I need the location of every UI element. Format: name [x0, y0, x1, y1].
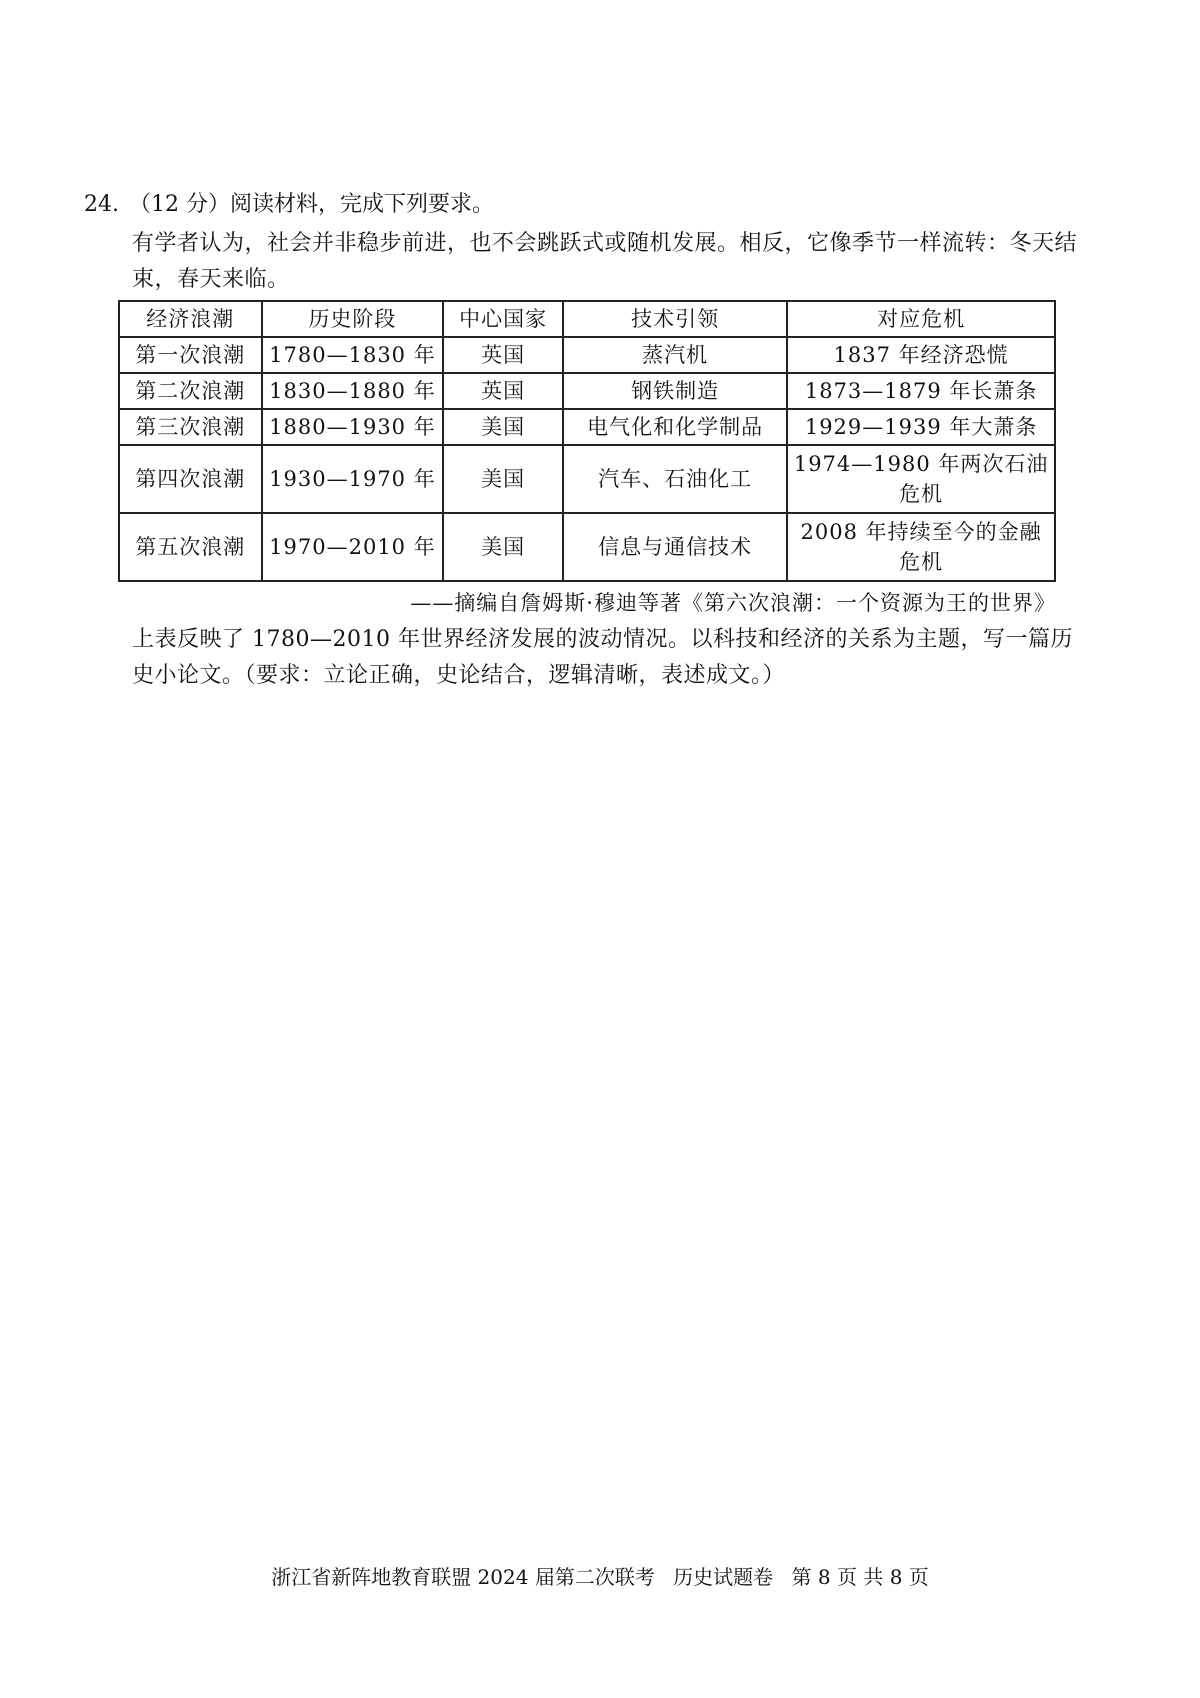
table-header-cell: 技术引领: [563, 301, 787, 337]
table-row: [119, 445, 1055, 513]
table-cell: 美国: [443, 409, 563, 445]
table-cell: 第三次浪潮: [119, 409, 262, 445]
table-header-row: [119, 301, 1055, 337]
table-cell: 英国: [443, 337, 563, 373]
table-cell: 第一次浪潮: [119, 337, 262, 373]
table-cell: 第四次浪潮: [119, 445, 262, 513]
question-number: 24.: [84, 192, 119, 217]
table-header-cell: 历史阶段: [262, 301, 444, 337]
table-row: [119, 337, 1055, 373]
table-header-cell: 经济浪潮: [119, 301, 262, 337]
table-row: [119, 373, 1055, 409]
question-intro: 有学者认为，社会并非稳步前进，也不会跳跃式或随机发展。相反，它像季节一样流转：冬天结束，春天来临。: [132, 231, 1078, 292]
table-cell: 汽车、石油化工: [563, 445, 787, 513]
question-task: 上表反映了 1780—2010 年世界经济发展的波动情况。以科技和经济的关系为主题，写一篇历史小论文。（要求：立论正确，史论结合，逻辑清晰，表述成文。）: [132, 627, 1073, 688]
table-row: [119, 409, 1055, 445]
page-footer: [0, 1563, 1200, 1591]
table-cell: 美国: [443, 445, 563, 513]
table-cell: 美国: [443, 513, 563, 581]
table-cell: 1873—1879 年长萧条: [787, 373, 1055, 409]
table-cell: 1970—2010 年: [262, 513, 444, 581]
exam-name: 浙江省新阵地教育联盟 2024 届第二次联考: [271, 1565, 655, 1589]
table-row: [119, 513, 1055, 581]
table-cell: 1929—1939 年大萧条: [787, 409, 1055, 445]
table-cell: 1830—1880 年: [262, 373, 444, 409]
table-cell: 1974—1980 年两次石油危机: [787, 445, 1055, 513]
table-cell: 钢铁制造: [563, 373, 787, 409]
table-cell: 蒸汽机: [563, 337, 787, 373]
table-cell: 第五次浪潮: [119, 513, 262, 581]
table-header-cell: 中心国家: [443, 301, 563, 337]
economic-waves-table: [118, 300, 1056, 582]
question-header: [84, 190, 494, 220]
table-cell: 信息与通信技术: [563, 513, 787, 581]
table-cell: 电气化和化学制品: [563, 409, 787, 445]
table-cell: 1837 年经济恐慌: [787, 337, 1055, 373]
table-cell: 1780—1830 年: [262, 337, 444, 373]
table-cell: 1880—1930 年: [262, 409, 444, 445]
table-header-cell: 对应危机: [787, 301, 1055, 337]
source-citation: ——摘编自詹姆斯·穆迪等著《第六次浪潮：一个资源为王的世界》: [410, 591, 1056, 615]
question-instruction: （12 分）阅读材料，完成下列要求。: [129, 192, 494, 217]
page-number: 第 8 页 共 8 页: [791, 1565, 929, 1589]
subject-name: 历史试题卷: [673, 1565, 774, 1589]
table-cell: 第二次浪潮: [119, 373, 262, 409]
table-cell: 2008 年持续至今的金融危机: [787, 513, 1055, 581]
table-cell: 1930—1970 年: [262, 445, 444, 513]
table-cell: 英国: [443, 373, 563, 409]
